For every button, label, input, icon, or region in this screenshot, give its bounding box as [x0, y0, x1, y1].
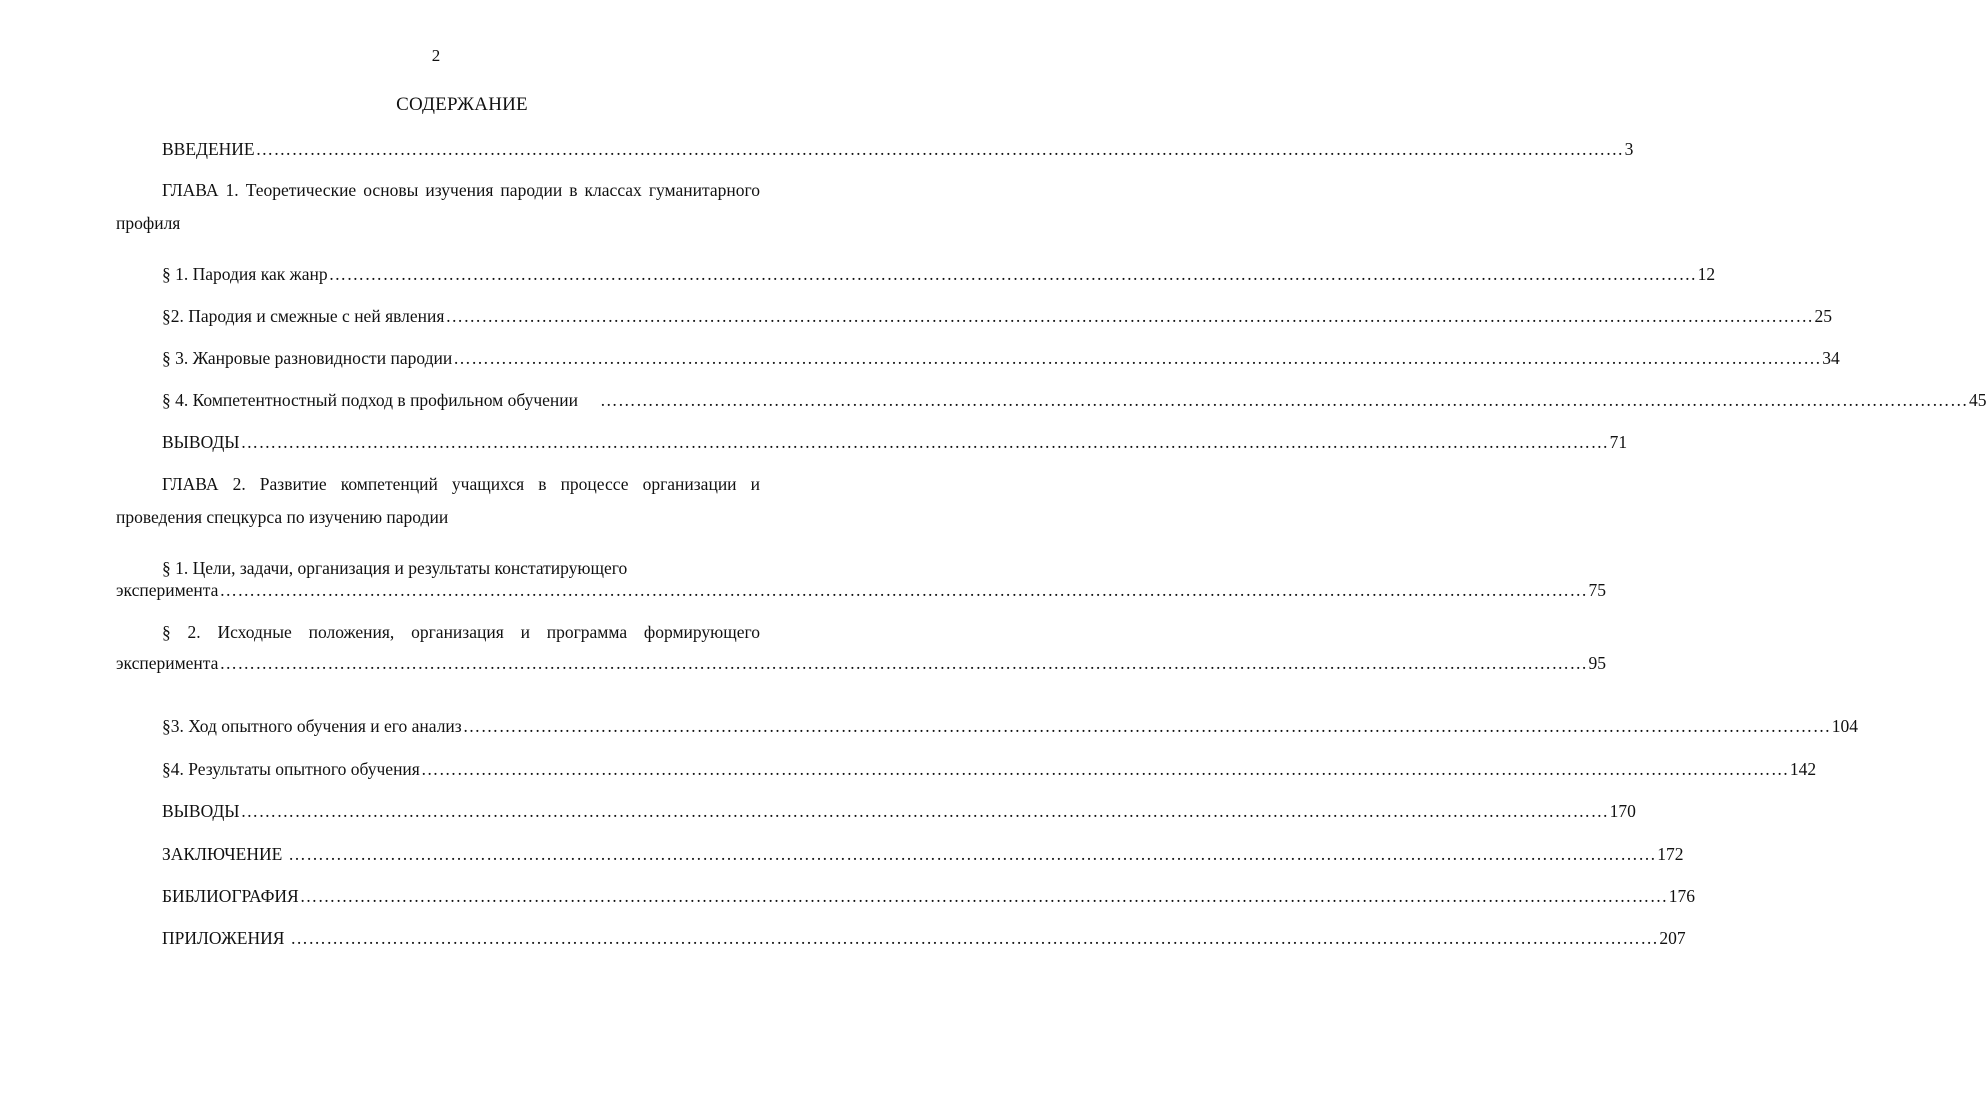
toc-leader-dots: ………………………………………………………………………………………………………………………………………………………………………………………………………… [420, 759, 1789, 779]
toc-entry-intro[interactable] [162, 138, 1634, 160]
toc-leader-dots: ………………………………………………………………………………………………………………………………………………………………………………………………………… [328, 264, 1697, 284]
toc-entry-label: § 4. Компетентностный подход в профильном обучении [162, 390, 578, 410]
toc-entry-label: § 3. Жанровые разновидности пародии [162, 348, 453, 368]
toc-entry-c1-s3[interactable] [162, 347, 1840, 369]
toc-entry-page: 3 [1624, 139, 1634, 159]
toc-entry-label: эксперимента [116, 580, 219, 600]
toc-entry-label: ПРИЛОЖЕНИЯ [162, 928, 285, 948]
toc-chapter-2-heading[interactable]: ГЛАВА 2. Развитие компетенций учащихся в процессе организации и проведения спецкурса по изучению пародии [116, 474, 760, 527]
toc-entry-page: 45 [1968, 390, 1986, 410]
toc-entry-c2-s3[interactable] [162, 715, 1858, 737]
toc-leader-dots: ………………………………………………………………………………………………………………………………………………………………………………………………………… [453, 348, 1822, 368]
toc-leader-dots: ………………………………………………………………………………………………………………………………………………………………………………………………………… [290, 928, 1659, 948]
toc-leader-dots: ………………………………………………………………………………………………………………………………………………………………………………………………………… [219, 653, 1588, 673]
toc-chapter-1-heading[interactable]: ГЛАВА 1. Теоретические основы изучения пародии в классах гуманитарного профиля [116, 180, 760, 233]
toc-entry-appendices[interactable] [162, 927, 1686, 949]
toc-entry-c2-s2[interactable] [116, 652, 1606, 674]
toc-entry-page: 25 [1814, 306, 1832, 326]
toc-entry-page: 104 [1831, 716, 1858, 736]
toc-entry-page: 12 [1697, 264, 1716, 284]
toc-entry-label: §4. Результаты опытного обучения [162, 759, 420, 779]
page-number: 2 [431, 46, 441, 65]
toc-leader-dots: ………………………………………………………………………………………………………………………………………………………………………………………………………… [299, 886, 1668, 906]
toc-entry-page: 172 [1657, 844, 1684, 864]
toc-entry-page: 71 [1609, 432, 1628, 452]
toc-entry-label: эксперимента [116, 653, 219, 673]
toc-leader-dots: ………………………………………………………………………………………………………………………………………………………………………………………………………… [240, 801, 1609, 821]
toc-entry-c2-s2-line1[interactable]: § 2. Исходные положения, организация и программа формирующего [162, 622, 760, 642]
toc-entry-page: 34 [1822, 348, 1840, 368]
toc-entry-page: 95 [1588, 653, 1606, 673]
toc-entry-label: ВЫВОДЫ [162, 801, 240, 821]
toc-entry-c2-s4[interactable] [162, 758, 1817, 780]
toc-entry-page: 142 [1789, 759, 1817, 779]
toc-leader-dots: ………………………………………………………………………………………………………………………………………………………………………………………………………… [255, 139, 1624, 159]
toc-entry-c1-s4[interactable] [162, 389, 1986, 411]
toc-leader-dots: ………………………………………………………………………………………………………………………………………………………………………………………………………… [288, 844, 1657, 864]
toc-entry-c2-s1[interactable] [116, 579, 1606, 601]
toc-entry-label: § 1. Пародия как жанр [162, 264, 328, 284]
toc-leader-dots: ………………………………………………………………………………………………………………………………………………………………………………………………………… [445, 306, 1814, 326]
toc-leader-dots: ………………………………………………………………………………………………………………………………………………………………………………………………………… [599, 390, 1968, 410]
toc-entry-c2-conclusions[interactable] [162, 800, 1636, 822]
toc-entry-c1-s1[interactable] [162, 263, 1716, 285]
toc-entry-c2-s1-line1[interactable]: § 1. Цели, задачи, организация и результаты констатирующего [162, 558, 628, 578]
toc-entry-bibliography[interactable] [162, 885, 1695, 907]
toc-entry-page: 75 [1588, 580, 1606, 600]
toc-entry-c1-s2[interactable] [162, 305, 1832, 327]
toc-entry-label: ВЫВОДЫ [162, 432, 240, 452]
page-title: СОДЕРЖАНИЕ [396, 94, 528, 115]
toc-entry-label: §3. Ход опытного обучения и его анализ [162, 716, 462, 736]
toc-entry-label: БИБЛИОГРАФИЯ [162, 886, 299, 906]
toc-entry-label: ВВЕДЕНИЕ [162, 139, 255, 159]
toc-entry-conclusion[interactable] [162, 843, 1684, 865]
toc-leader-dots: ………………………………………………………………………………………………………………………………………………………………………………………………………… [240, 432, 1609, 452]
toc-entry-label: §2. Пародия и смежные с ней явления [162, 306, 445, 326]
toc-entry-page: 170 [1609, 801, 1636, 821]
toc-leader-dots: ………………………………………………………………………………………………………………………………………………………………………………………………………… [219, 580, 1588, 600]
toc-entry-page: 176 [1668, 886, 1695, 906]
toc-entry-c1-conclusions[interactable] [162, 431, 1628, 453]
toc-entry-label: ЗАКЛЮЧЕНИЕ [162, 844, 283, 864]
toc-leader-dots: ………………………………………………………………………………………………………………………………………………………………………………………………………… [462, 716, 1831, 736]
toc-entry-page: 207 [1659, 928, 1686, 948]
